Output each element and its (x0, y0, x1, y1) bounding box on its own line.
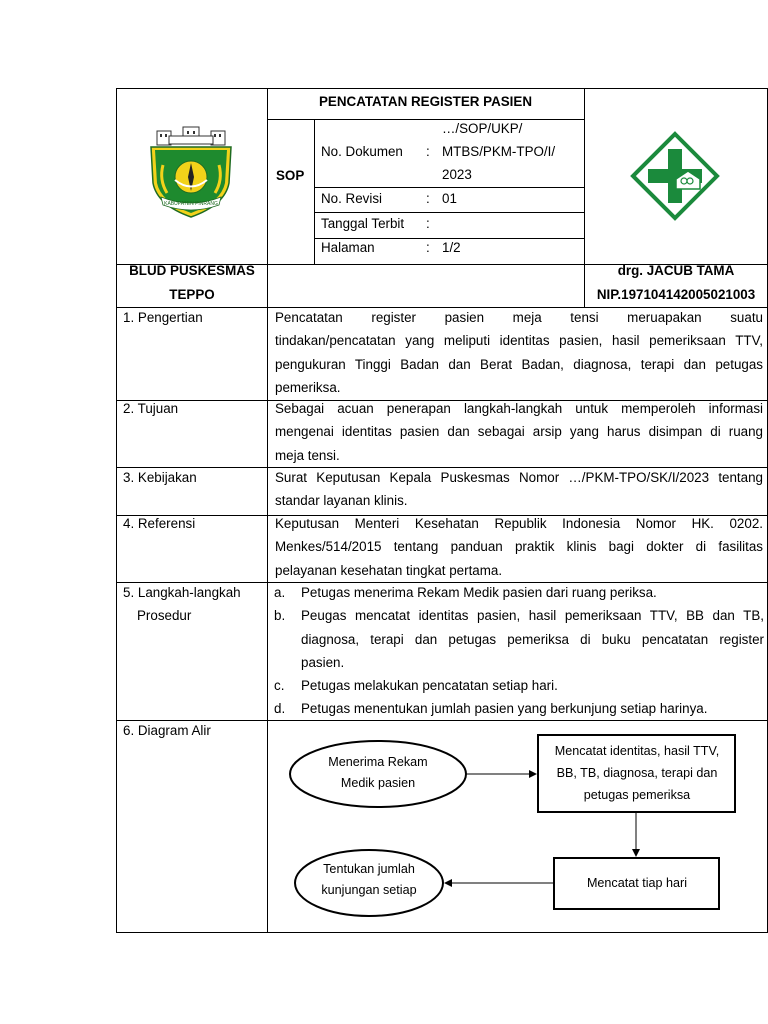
section-label-referensi: 4. Referensi (123, 516, 196, 531)
halaman-value: 1/2 (442, 240, 461, 255)
text-line: petugas pemeriksa (583, 788, 691, 802)
flow-node-end-label (304, 859, 434, 901)
procedure-item (274, 604, 764, 676)
section-label-prosedur: 5. Langkah-langkah (123, 585, 241, 600)
no-revisi-colon: : (426, 191, 430, 206)
text-line: Surat Keputusan Kepala Puskesmas Nomor …/PKM-TPO/SK/I/2023 tentang (275, 470, 763, 485)
tanggal-terbit-label: Tanggal Terbit (321, 216, 405, 231)
procedure-item (274, 697, 764, 721)
kebijakan-text (275, 466, 763, 513)
no-revisi-value: 01 (442, 191, 457, 206)
flow-node-start-label (318, 752, 438, 794)
text-line: Petugas menerima Rekam Medik pasien dari ruang periksa. (301, 585, 657, 600)
section-label-kebijakan: 3. Kebijakan (123, 470, 197, 485)
text-line: pengukuran Tinggi Badan dan Berat Badan, diagnosa, terapi dan petugas (275, 356, 763, 372)
text-line: Menkes/514/2015 tentang panduan praktik klinis bagi dokter di fasilitas (275, 539, 763, 555)
text-line: Tentukan jumlah (323, 862, 415, 876)
item-text (301, 697, 764, 721)
text-line: standar layanan klinis. (275, 493, 408, 509)
item-mark: d. (274, 701, 286, 716)
procedure-item (274, 674, 764, 698)
signer-name: drg. JACUB TAMA (617, 263, 735, 278)
item-mark: b. (274, 608, 286, 623)
sop-label: SOP (276, 168, 305, 183)
text-line: Petugas melakukan pencatatan setiap hari. (301, 678, 558, 693)
section-label-diagram: 6. Diagram Alir (123, 723, 211, 738)
item-text (301, 581, 764, 605)
tanggal-terbit-colon: : (426, 216, 430, 231)
text-line: pasien. (301, 655, 345, 670)
text-line: Medik pasien (340, 776, 416, 790)
logo-banner-text: KABUPATEN PINRANG (164, 201, 218, 207)
signer-nip: NIP.197104142005021003 (596, 287, 756, 302)
item-mark: c. (274, 678, 285, 693)
item-text (301, 604, 764, 675)
org-name-line: TEPPO (169, 287, 215, 302)
text-line: Keputusan Menteri Kesehatan Republik Indonesia Nomor HK. 0202. (275, 516, 763, 531)
grid-line (314, 119, 315, 265)
text-line: Sebagai acuan penerapan langkah-langkah untuk memperoleh informasi (275, 401, 763, 416)
text-line: mengenai identitas pasien dan sebagai arsip yang harus disimpan di ruang (275, 424, 763, 440)
flow-node-daily-label (555, 872, 719, 894)
text-line: kunjungan setiap (321, 883, 417, 897)
no-dokumen-value-line: 2023 (442, 167, 472, 182)
section-label-prosedur-2: Prosedur (137, 608, 192, 623)
no-revisi-label: No. Revisi (321, 191, 383, 206)
text-line: meja tensi. (275, 447, 340, 463)
halaman-label: Halaman (321, 240, 375, 255)
flow-node-record-label (539, 740, 735, 806)
item-text (301, 674, 764, 698)
kabupaten-pinrang-logo (145, 125, 237, 221)
text-line: Mencatat tiap hari (586, 876, 688, 890)
text-line: diagnosa, terapi dan petugas pemeriksa di buku pencatatan register (301, 631, 764, 647)
text-line: BB, TB, diagnosa, terapi dan (556, 766, 718, 780)
no-dokumen-label: No. Dokumen (321, 144, 403, 159)
no-dokumen-colon: : (426, 144, 430, 159)
no-dokumen-value-line: …/SOP/UKP/ (442, 121, 523, 136)
procedure-item (274, 581, 764, 605)
text-line: Peugas mencatat identitas pasien, hasil pemeriksaan TTV, BB dan TB, (301, 608, 764, 623)
pengertian-text (275, 306, 763, 399)
puskesmas-logo (630, 131, 720, 221)
text-line: Menerima Rekam (328, 755, 428, 769)
halaman-colon: : (426, 240, 430, 255)
text-line: Mencatat identitas, hasil TTV, (554, 744, 720, 758)
text-line: pelayanan kesehatan tingkat pertama. (275, 562, 503, 578)
tujuan-text (275, 397, 763, 467)
section-label-pengertian: 1. Pengertian (123, 310, 203, 325)
text-line: pemeriksa. (275, 379, 341, 395)
referensi-text (275, 512, 763, 582)
no-dokumen-value-line: MTBS/PKM-TPO/I/ (442, 144, 556, 159)
section-label-tujuan: 2. Tujuan (123, 401, 179, 416)
table-border-bottom (116, 932, 768, 933)
document-title: PENCATATAN REGISTER PASIEN (318, 94, 533, 109)
org-name-line: BLUD PUSKESMAS (129, 263, 255, 278)
item-mark: a. (274, 585, 286, 600)
text-line: Pencatatan register pasien meja tensi meruapakan suatu (275, 310, 763, 325)
text-line: tindakan/pencatatan yang meliputi identitas pasien, hasil pemeriksaan TTV, (275, 333, 763, 349)
text-line: Petugas menentukan jumlah pasien yang berkunjung setiap harinya. (301, 701, 708, 716)
table-border-left (116, 88, 117, 933)
